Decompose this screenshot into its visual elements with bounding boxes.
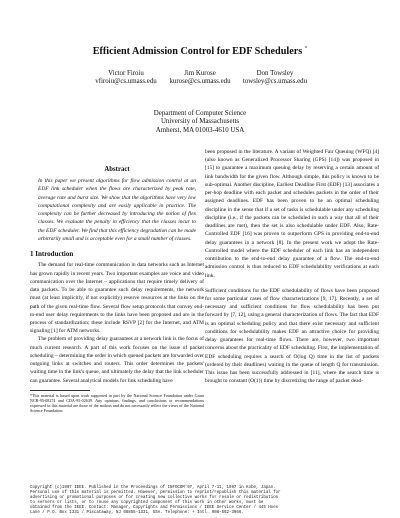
affiliation-dept: Department of Computer Science [153,110,247,117]
author-email: vfiroiu@cs.umass.edu [95,78,157,86]
author-towsley [237,70,313,87]
affiliation-city: Amherst, MA 01003-4610 USA [155,126,245,134]
author-block [0,70,400,100]
author-email: towsley@cs.umass.edu [242,78,308,86]
author-kurose [160,70,240,87]
footnote-divider [30,390,90,391]
title-footnote-mark: * [304,46,308,52]
abstract-heading: Abstract [104,166,130,173]
left-column [30,166,204,413]
paper-title [0,46,400,57]
title-text: Efficient Admission Control for EDF Schedulers [92,46,303,57]
affiliation [0,110,400,135]
author-firoiu [88,70,164,87]
author-name: Victor Firoiu [108,70,144,77]
abstract-text: In this paper we present algorithms for flow admission control at an EDF link scheduler when the flows are characterized by peak rate, average rate and burst size. We show that the algorithms have very low computational complexity and are easily applicable in practice. The complexity can be further decreased by introducing the notion of flex classes. We evaluate the penalty in efficiency that the classes incur to the EDF scheduler. We find that this efficiency degradation can be made arbitrarily small and is acceptable even for a small number of classes. [38,178,196,242]
copyright-notice: Copyright (c)1997 IEEE. Published in the Proceedings of INFOCOM'97, April 7-11, 1997 in Kobe, Japan. Personal use of this material is permitted. However, permission to reprint/republish this material for advertising or promotional purposes or for creating new collective works for resale or redistribution to servers or lists, or to reuse any copyrighted component of this work in other works, must be obtained from the IEEE. Contact: Manager, Copyrights and Permissions / IEEE Service Center / 445 Hoes Lane / P.O. Box 1331 / Piscataway, NJ 08855-1331, USA. Telephone: + Intl. 908-562-3966. [30,486,281,515]
intro-paragraph-2: The problem of providing delay guarantees at a network link is the focus of much current research. A part of this work focuses on the issue of packet scheduling – determining the order in which queued packets are forwarded over outgoing links at switches and routers. This order determines the packets' waiting time in the link's queue, and ultimately the delay that the link scheduler can guarantee. Several analytical models for link scheduling have [30,336,204,384]
paragraph-gap [205,280,379,287]
author-name: Jim Kurose [184,70,216,77]
right-column [205,148,379,386]
author-name: Don Towsley [256,70,294,77]
affiliation-univ: University of Massachusetts [160,118,240,126]
right-paragraph-1: been proposed in the literature. A variant of Weighted Fair Queuing (WFQ) [4] (also known as Generalized Processor Sharing (GPS) [14]) was proposed in [15] to guarantee a maximum queuing delay by reserving a certain amount of link bandwidth for the given flow. Although simple, this policy is known to be sub-optimal. Another discipline, Earliest Deadline First (EDF) [13] associates a per-hop deadline with each packet and schedules packets in the order of their assigned deadlines. EDF has been proven to be an optimal scheduling discipline in the sense that if a set of tasks is schedulable under any scheduling discipline (i.e., if the packets can be scheduled in such a way that all of their deadlines are met), then the set is also schedulable under EDF. Also, Rate-Controlled EDF [16] was proven to outperform GPS in providing end-to-end delay guarantees in a network [8]. In the present work we adopt the Rate-Controlled model where the EDF scheduler of each link has an independent contribution to the end-to-end delay guarantee of a flow. The end-to-end admission control is thus reduced to EDF schedulability verifications at each link. [205,149,379,279]
author-email: kurose@cs.umass.edu [169,78,231,86]
footnote: *This material is based upon work supported in part by the National Science Foundation under Grant NCR-95-08274 and CDA-95-02639. Any opinions, findings, and conclusions or recommendations expressed in this material are those of the authors and do not necessarily reflect the views of the National Science Foundation. [30,392,204,413]
intro-paragraph-1: The demand for real-time communication in data networks such as Internet has grown rapidly in recent years. Two important examples are voice and video communication over the Internet – applications that require timely delivery of data packets. To be able to guarantee such delay requirements, the network must (at least implicitly, if not explicitly) reserve resources at the links on the path of the given real-time flow. Several flow setup protocols that convey end-to-end user delay requirements to the links have been proposed and are in the process of standardization; these include RSVP [2] for the Internet, and ATM signaling [1] for ATM networks. [30,262,204,335]
right-paragraph-2: Sufficient conditions for the EDF schedulability of flows have been proposed for some particular cases of flow characterizations [9, 17]. Recently, a set of necessary and sufficient conditions for flow schedulability has been put forward by [7, 12], using a general characterization of flows. The fact that EDF is an optimal scheduling policy and that there exist necessary and sufficient conditions for schedulability makes EDF an attractive choice for providing delay guarantees for real-time flows. There are, however, two important concerns about the practicality of EDF scheduling. First, the implementation of EDF scheduling requires a search of O(log Q) time in the list of packets (ordered by their deadlines) waiting in the queue of length Q for transmission. This issue has been successfully addressed in [11], where the search time is brought to constant (O(1)) time by discretizing the range of packet dead- [205,287,379,385]
section-heading-introduction: 1 Introduction [30,250,74,259]
